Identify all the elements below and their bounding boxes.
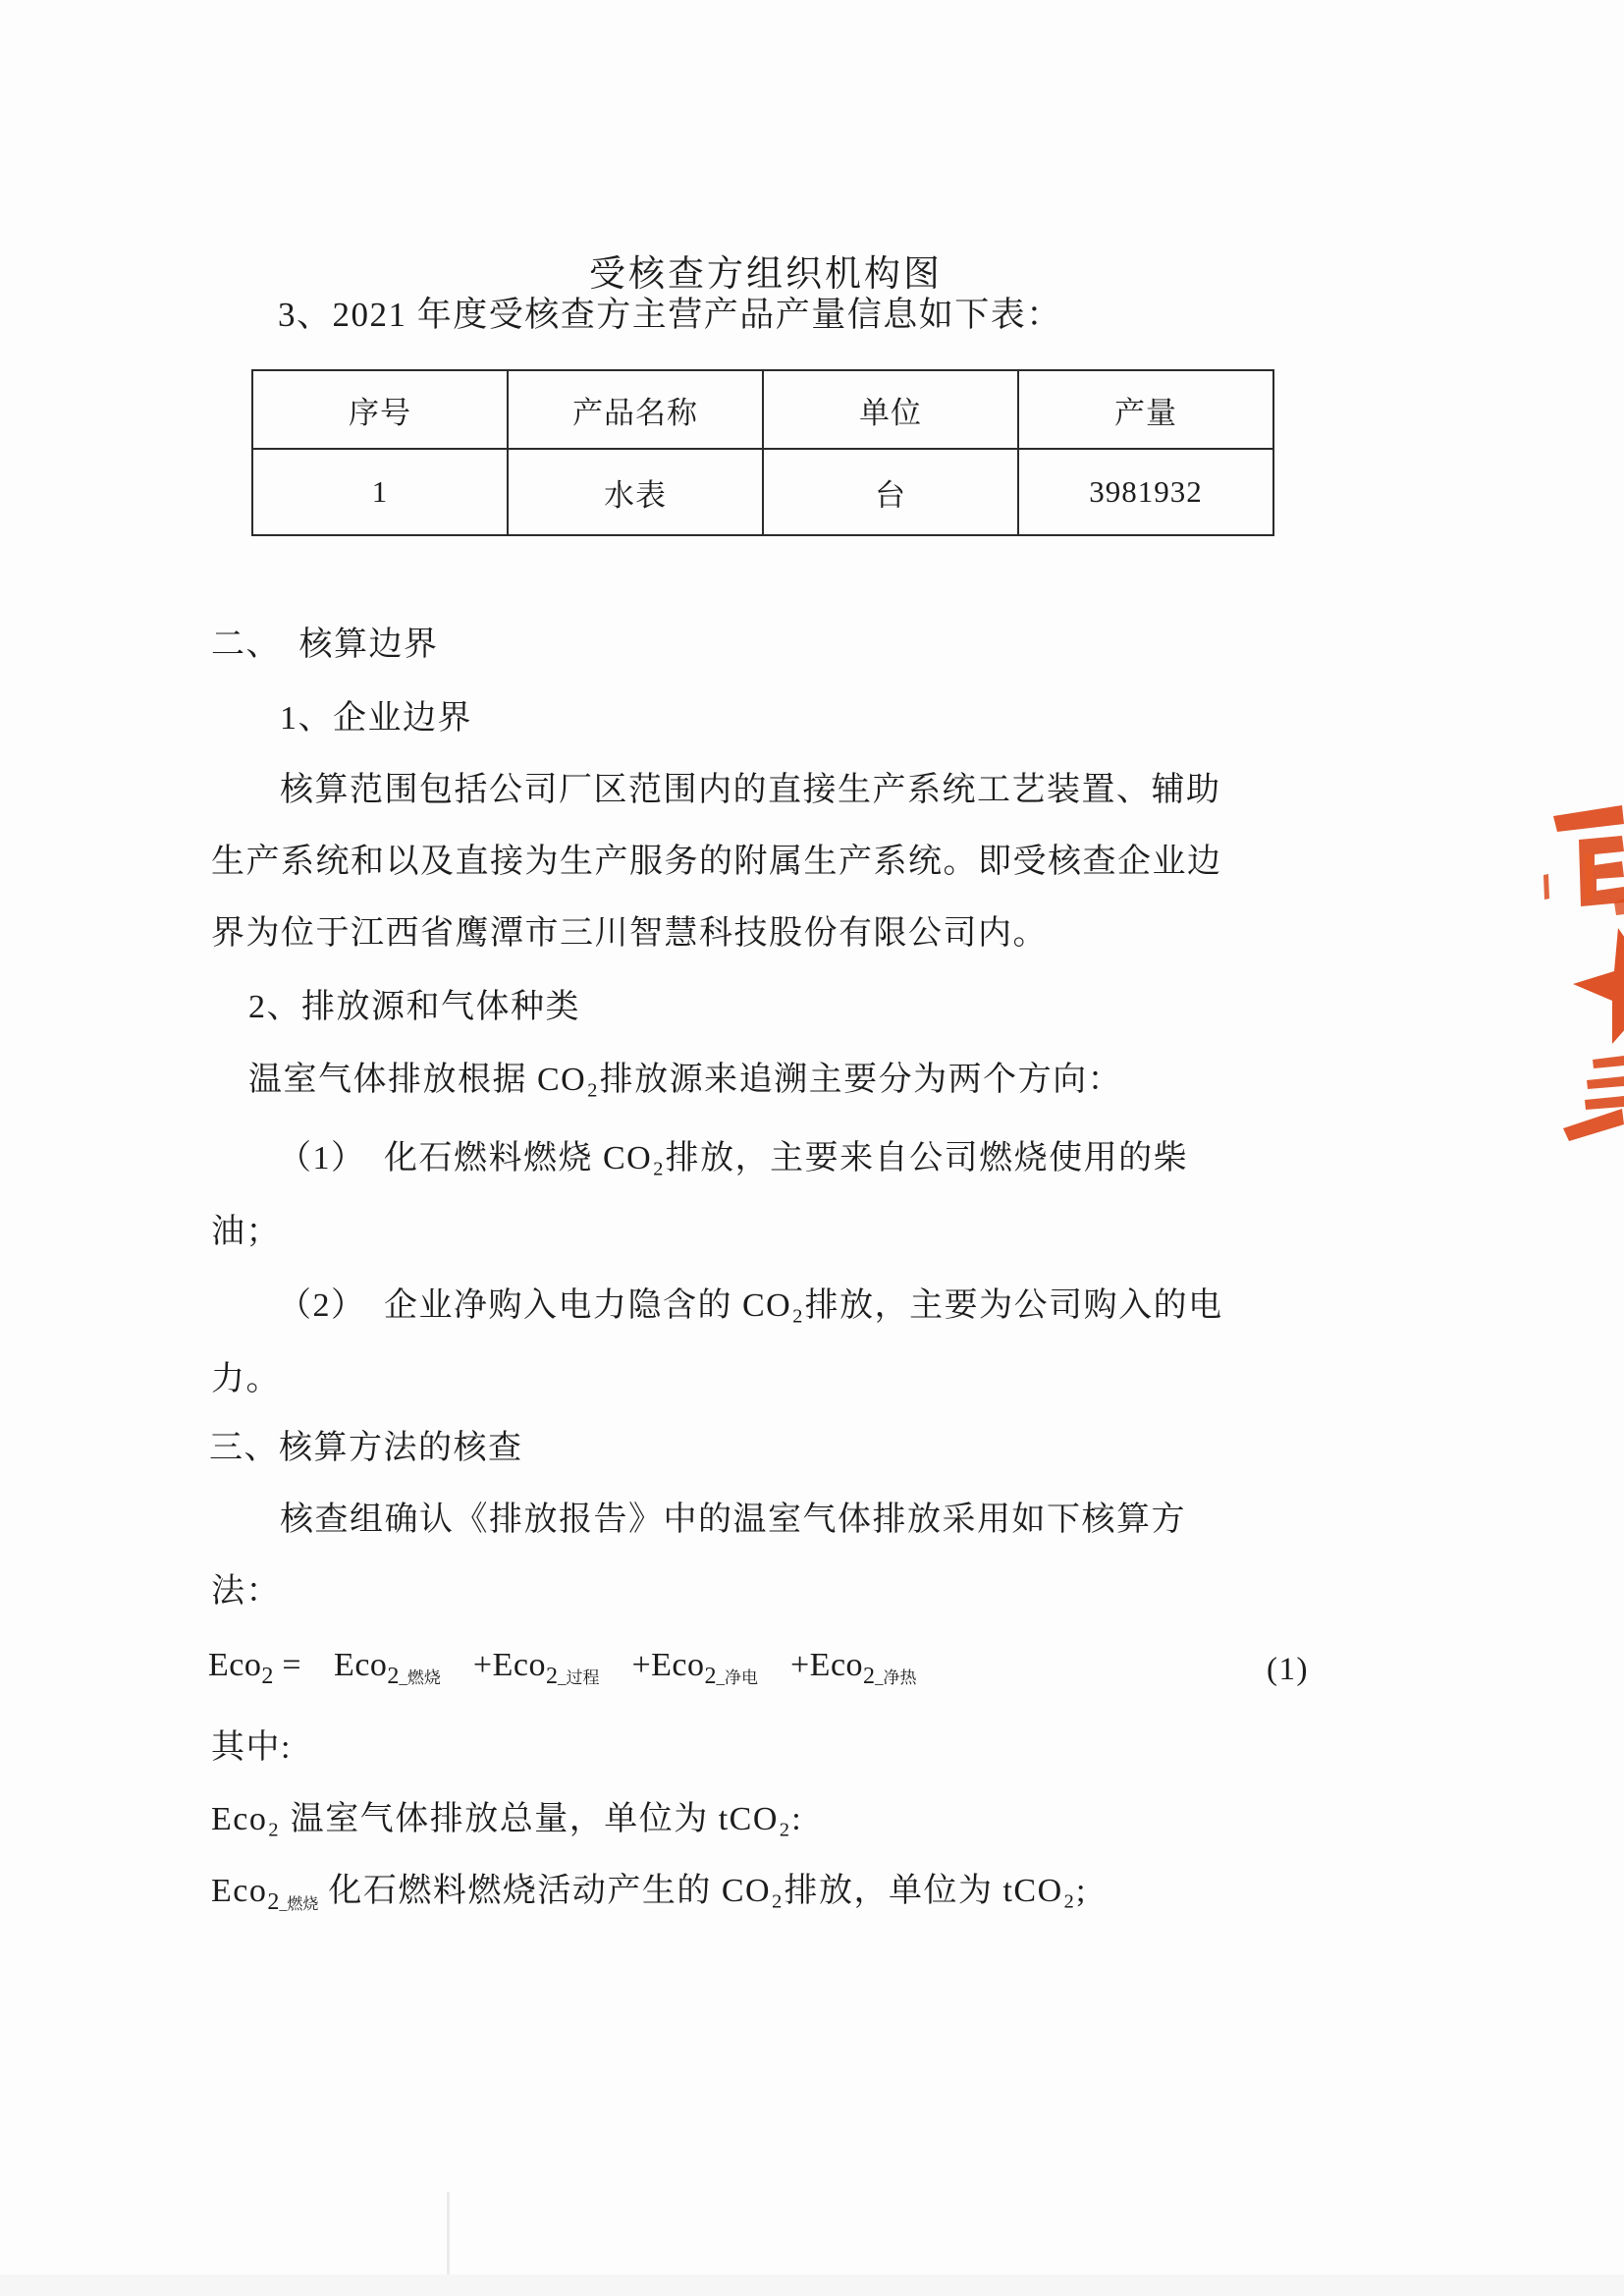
col-header-index: 序号 xyxy=(252,370,508,449)
col-header-unit: 单位 xyxy=(763,370,1018,449)
definition-combustion-emission: Eco$_{2\_燃烧}$ 化石燃料燃烧活动产生的 CO₂排放，单位为 tCO₂; xyxy=(211,1873,1087,1915)
cell-product: 水表 xyxy=(508,449,763,535)
table-row xyxy=(252,449,1273,535)
cell-index: 1 xyxy=(252,449,508,535)
paragraph-method-line-2: 法： xyxy=(211,1573,281,1610)
item-2-line-2: 力。 xyxy=(211,1361,281,1397)
red-seal-stamp-fragment-icon xyxy=(1536,800,1624,1154)
paragraph-boundary-line-3: 界为位于江西省鹰潭市三川智慧科技股份有限公司内。 xyxy=(211,915,1048,952)
formula-term-process: +Eco$_{2\_过程}$ xyxy=(472,1647,600,1689)
section-3-heading: 三、核算方法的核查 xyxy=(209,1430,523,1466)
equation-number: (1) xyxy=(1267,1652,1309,1687)
formula-term-combustion: Eco$_{2\_燃烧}$ xyxy=(334,1647,441,1689)
product-output-table xyxy=(251,369,1274,536)
item-1-line-2: 油； xyxy=(211,1214,281,1250)
section-2-heading: 二、 核算边界 xyxy=(211,627,439,663)
item-1-line-1: （1） 化石燃料燃烧 CO₂排放，主要来自公司燃烧使用的柴 xyxy=(278,1140,1189,1176)
section-2-1-heading: 1、企业边界 xyxy=(280,700,472,737)
col-header-product: 产品名称 xyxy=(508,370,763,449)
formula-lhs: Eco$_2$ = xyxy=(208,1647,311,1689)
cell-unit: 台 xyxy=(763,449,1018,535)
scan-artifact-bottom-band xyxy=(0,2274,1624,2296)
table-header-row xyxy=(252,370,1273,449)
scan-artifact-vertical-line xyxy=(447,2192,450,2280)
formula-term-net-electricity: +Eco$_{2\_净电}$ xyxy=(631,1647,758,1689)
table-caption: 3、2021 年度受核查方主营产品产量信息如下表： xyxy=(278,296,1062,334)
following-label: 其中: xyxy=(211,1729,292,1766)
emission-formula xyxy=(208,1646,941,1690)
definition-total-emission: Eco₂ 温室气体排放总量，单位为 tCO₂: xyxy=(211,1801,803,1837)
cell-output: 3981932 xyxy=(1018,449,1273,535)
formula-term-net-heat: +Eco$_{2\_净热}$ xyxy=(790,1647,917,1689)
paragraph-boundary-line-2: 生产系统和以及直接为生产服务的附属生产系统。即受核查企业边 xyxy=(211,844,1222,880)
section-2-2-heading: 2、排放源和气体种类 xyxy=(248,989,580,1025)
paragraph-method-line-1: 核查组确认《排放报告》中的温室气体排放采用如下核算方 xyxy=(280,1502,1186,1538)
paragraph-boundary-line-1: 核算范围包括公司厂区范围内的直接生产系统工艺装置、辅助 xyxy=(280,772,1221,808)
col-header-output: 产量 xyxy=(1018,370,1273,449)
page-title: 受核查方组织机构图 xyxy=(589,254,943,295)
item-2-line-1: （2） 企业净购入电力隐含的 CO₂排放，主要为公司购入的电 xyxy=(278,1287,1223,1324)
paragraph-emission-sources: 温室气体排放根据 CO₂排放源来追溯主要分为两个方向： xyxy=(248,1062,1123,1098)
